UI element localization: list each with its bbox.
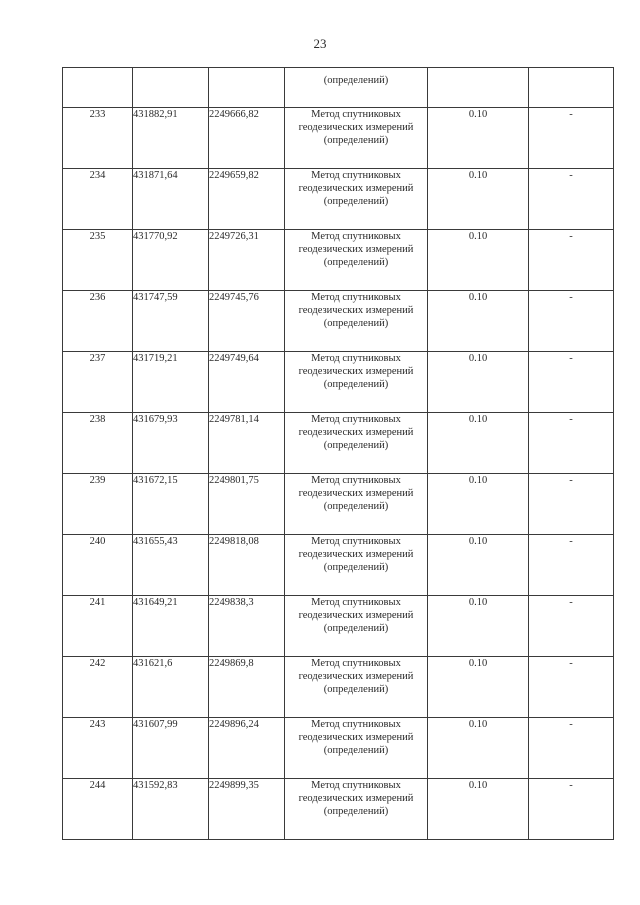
- method-line: (определений): [323, 745, 389, 756]
- method-line: геодезических измерений: [298, 549, 414, 560]
- page-number: 23: [313, 36, 327, 51]
- x-coordinate-cell: 431882,91: [133, 108, 209, 169]
- point-number-cell: 236: [63, 291, 133, 352]
- coordinates-table: [62, 67, 614, 840]
- point-number-cell: 241: [63, 596, 133, 657]
- point-number-cell: 235: [63, 230, 133, 291]
- method-line: Метод спутниковых: [311, 170, 401, 181]
- method-cell: [285, 474, 428, 535]
- note-cell: -: [529, 474, 614, 535]
- table-row: [63, 718, 614, 779]
- method-cell: [285, 413, 428, 474]
- y-coordinate-cell: 2249801,75: [209, 474, 285, 535]
- table-row: [63, 413, 614, 474]
- method-line: геодезических измерений: [298, 671, 414, 682]
- method-cell: (определений): [285, 68, 428, 108]
- method-line: Метод спутниковых: [311, 353, 401, 364]
- method-cell: [285, 352, 428, 413]
- method-cell: [285, 535, 428, 596]
- accuracy-cell: 0.10: [428, 657, 529, 718]
- accuracy-cell: 0.10: [428, 718, 529, 779]
- x-coordinate-cell: 431592,83: [133, 779, 209, 840]
- table-row: [63, 535, 614, 596]
- method-line: геодезических измерений: [298, 732, 414, 743]
- accuracy-cell: 0.10: [428, 169, 529, 230]
- method-cell: [285, 169, 428, 230]
- accuracy-cell: [428, 68, 529, 108]
- accuracy-cell: 0.10: [428, 291, 529, 352]
- table-row: [63, 291, 614, 352]
- method-cell: [285, 718, 428, 779]
- accuracy-cell: 0.10: [428, 596, 529, 657]
- point-number-cell: 242: [63, 657, 133, 718]
- point-number-cell: 239: [63, 474, 133, 535]
- method-line: Метод спутниковых: [311, 475, 401, 486]
- method-cell: [285, 108, 428, 169]
- method-line: (определений): [323, 379, 389, 390]
- method-line: (определений): [323, 257, 389, 268]
- table-row: [63, 779, 614, 840]
- y-coordinate-cell: 2249749,64: [209, 352, 285, 413]
- method-line: (определений): [323, 501, 389, 512]
- continuation-row: [63, 68, 614, 108]
- method-line: Метод спутниковых: [311, 597, 401, 608]
- point-number-cell: 234: [63, 169, 133, 230]
- table-row: [63, 230, 614, 291]
- note-cell: -: [529, 779, 614, 840]
- x-coordinate-cell: 431655,43: [133, 535, 209, 596]
- y-coordinate-cell: 2249781,14: [209, 413, 285, 474]
- accuracy-cell: 0.10: [428, 779, 529, 840]
- note-cell: -: [529, 230, 614, 291]
- note-cell: -: [529, 291, 614, 352]
- method-line: геодезических измерений: [298, 183, 414, 194]
- method-line: (определений): [323, 562, 389, 573]
- y-coordinate-cell: 2249659,82: [209, 169, 285, 230]
- note-cell: -: [529, 596, 614, 657]
- y-coordinate-cell: 2249838,3: [209, 596, 285, 657]
- method-line: (определений): [323, 440, 389, 451]
- method-line: Метод спутниковых: [311, 780, 401, 791]
- point-number-cell: 243: [63, 718, 133, 779]
- x-coordinate-cell: 431649,21: [133, 596, 209, 657]
- method-line: (определений): [323, 684, 389, 695]
- method-line: Метод спутниковых: [311, 292, 401, 303]
- x-coordinate-cell: 431871,64: [133, 169, 209, 230]
- method-line: (определений): [323, 806, 389, 817]
- y-coordinate-cell: 2249899,35: [209, 779, 285, 840]
- method-line: геодезических измерений: [298, 610, 414, 621]
- method-line: геодезических измерений: [298, 427, 414, 438]
- method-line: геодезических измерений: [298, 244, 414, 255]
- method-line: геодезических измерений: [298, 122, 414, 133]
- method-line: Метод спутниковых: [311, 231, 401, 242]
- y-coordinate-cell: 2249666,82: [209, 108, 285, 169]
- y-coordinate-cell: 2249745,76: [209, 291, 285, 352]
- note-cell: -: [529, 718, 614, 779]
- note-cell: -: [529, 657, 614, 718]
- method-cell: [285, 230, 428, 291]
- table-row: [63, 169, 614, 230]
- accuracy-cell: 0.10: [428, 413, 529, 474]
- accuracy-cell: 0.10: [428, 108, 529, 169]
- method-line: Метод спутниковых: [311, 719, 401, 730]
- accuracy-cell: 0.10: [428, 352, 529, 413]
- point-number-cell: 244: [63, 779, 133, 840]
- method-line: (определений): [323, 623, 389, 634]
- x-coordinate-cell: 431672,15: [133, 474, 209, 535]
- point-number-cell: 237: [63, 352, 133, 413]
- method-line: геодезических измерений: [298, 488, 414, 499]
- x-coordinate-cell: 431770,92: [133, 230, 209, 291]
- method-line: Метод спутниковых: [311, 109, 401, 120]
- point-number-cell: 240: [63, 535, 133, 596]
- method-cell: [285, 657, 428, 718]
- y-coordinate-cell: 2249818,08: [209, 535, 285, 596]
- method-line: Метод спутниковых: [311, 536, 401, 547]
- x-coordinate-cell: 431719,21: [133, 352, 209, 413]
- method-line: (определений): [323, 135, 389, 146]
- method-cell: [285, 291, 428, 352]
- y-coordinate-cell: [209, 68, 285, 108]
- note-cell: [529, 68, 614, 108]
- table-row: [63, 474, 614, 535]
- note-cell: -: [529, 108, 614, 169]
- y-coordinate-cell: 2249869,8: [209, 657, 285, 718]
- point-number-cell: 238: [63, 413, 133, 474]
- table-row: [63, 596, 614, 657]
- method-line: геодезических измерений: [298, 305, 414, 316]
- method-line: (определений): [323, 196, 389, 207]
- table-row: [63, 352, 614, 413]
- method-line: геодезических измерений: [298, 366, 414, 377]
- method-cell: [285, 596, 428, 657]
- point-number-cell: [63, 68, 133, 108]
- method-line: Метод спутниковых: [311, 658, 401, 669]
- note-cell: -: [529, 413, 614, 474]
- method-line: (определений): [323, 318, 389, 329]
- x-coordinate-cell: 431621,6: [133, 657, 209, 718]
- accuracy-cell: 0.10: [428, 474, 529, 535]
- method-line: Метод спутниковых: [311, 414, 401, 425]
- x-coordinate-cell: 431607,99: [133, 718, 209, 779]
- table-row: [63, 108, 614, 169]
- x-coordinate-cell: [133, 68, 209, 108]
- point-number-cell: 233: [63, 108, 133, 169]
- note-cell: -: [529, 169, 614, 230]
- y-coordinate-cell: 2249726,31: [209, 230, 285, 291]
- y-coordinate-cell: 2249896,24: [209, 718, 285, 779]
- method-cell: [285, 779, 428, 840]
- method-line: геодезических измерений: [298, 793, 414, 804]
- note-cell: -: [529, 352, 614, 413]
- note-cell: -: [529, 535, 614, 596]
- accuracy-cell: 0.10: [428, 535, 529, 596]
- table-row: [63, 657, 614, 718]
- x-coordinate-cell: 431679,93: [133, 413, 209, 474]
- x-coordinate-cell: 431747,59: [133, 291, 209, 352]
- accuracy-cell: 0.10: [428, 230, 529, 291]
